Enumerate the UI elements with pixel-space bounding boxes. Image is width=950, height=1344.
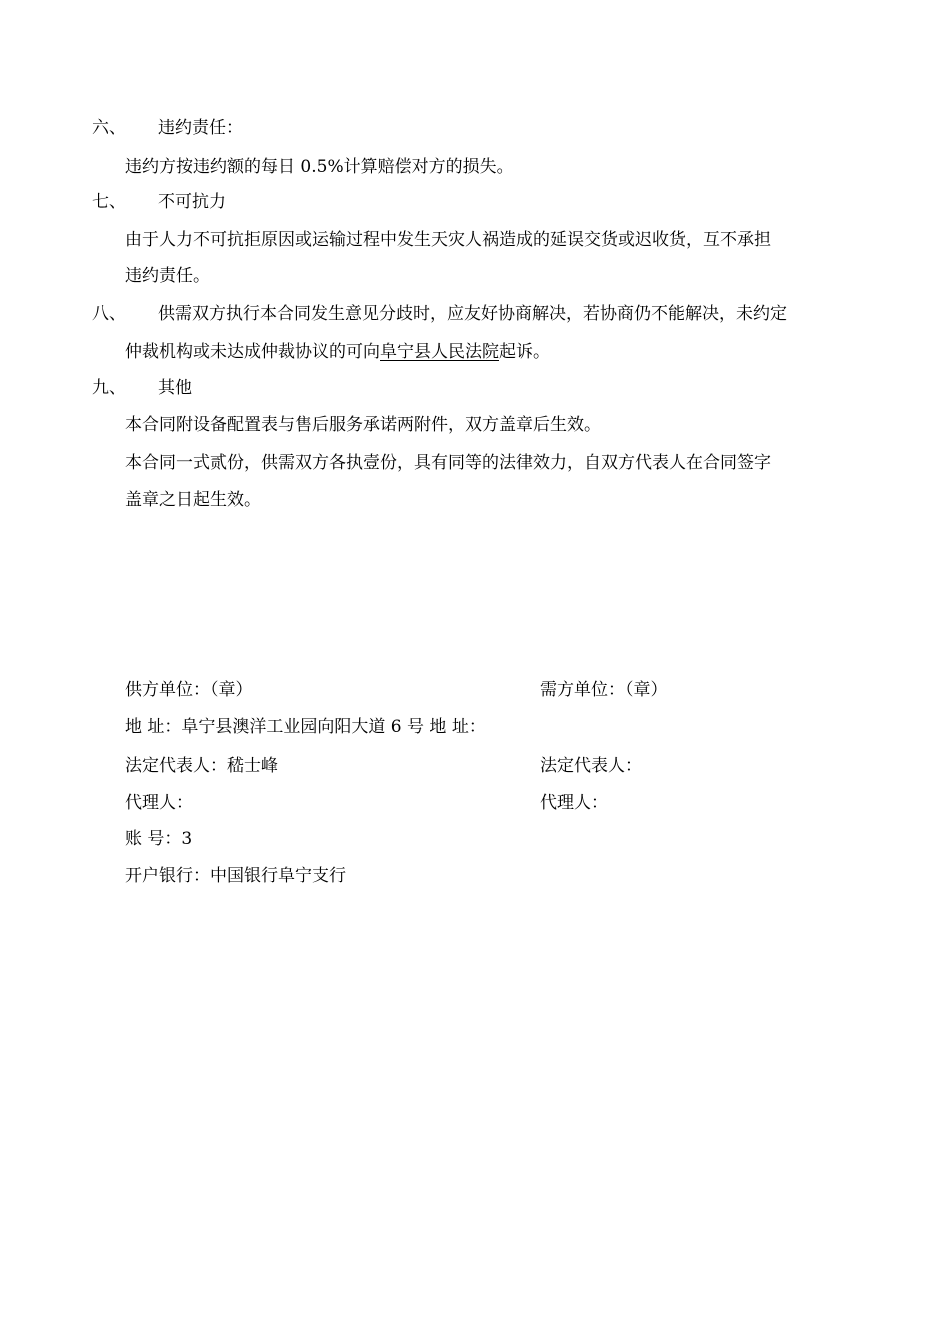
address-line: 地 址：阜宁县澳洋工业园向阳大道 6 号 地 址： (125, 717, 486, 737)
buyer-agent: 代理人： (540, 793, 608, 813)
section-6-title: 违约责任： (158, 118, 243, 138)
section-6-number: 六、 (92, 118, 126, 138)
supplier-representative: 法定代表人：嵇士峰 (125, 756, 278, 776)
section-7-body-line-2: 违约责任。 (125, 266, 210, 286)
section-7-title: 不可抗力 (158, 192, 226, 212)
section-8-number: 八、 (92, 304, 126, 324)
account-number: 账 号：3 (125, 829, 193, 849)
section-8-title: 供需双方执行本合同发生意见分歧时，应友好协商解决，若协商仍不能解决，未约定 (158, 304, 787, 324)
section-7-number: 七、 (92, 192, 126, 212)
section-8-line-2-before: 仲裁机构或未达成仲裁协议的可向 (125, 342, 380, 362)
supplier-unit: 供方单位：（章） (125, 680, 253, 700)
court-link[interactable]: 阜宁县人民法院 (380, 342, 499, 362)
section-9-title: 其他 (158, 378, 192, 398)
supplier-agent: 代理人： (125, 793, 193, 813)
section-8-line-2-after: 起诉。 (499, 342, 550, 362)
section-9-body-line-2: 本合同一式贰份，供需双方各执壹份，具有同等的法律效力，自双方代表人在合同签字 (125, 453, 771, 473)
section-6-body-line-1: 违约方按违约额的每日 0.5%计算赔偿对方的损失。 (125, 157, 514, 177)
buyer-representative: 法定代表人： (540, 756, 642, 776)
section-8-line-2 (125, 341, 550, 363)
section-7-body-line-1: 由于人力不可抗拒原因或运输过程中发生天灾人祸造成的延误交货或迟收货，互不承担 (125, 230, 771, 250)
section-9-body-line-3: 盖章之日起生效。 (125, 490, 261, 510)
buyer-unit: 需方单位：（章） (540, 680, 668, 700)
section-9-number: 九、 (92, 378, 126, 398)
section-9-body-line-1: 本合同附设备配置表与售后服务承诺两附件，双方盖章后生效。 (125, 415, 601, 435)
bank-name: 开户银行：中国银行阜宁支行 (125, 866, 346, 886)
